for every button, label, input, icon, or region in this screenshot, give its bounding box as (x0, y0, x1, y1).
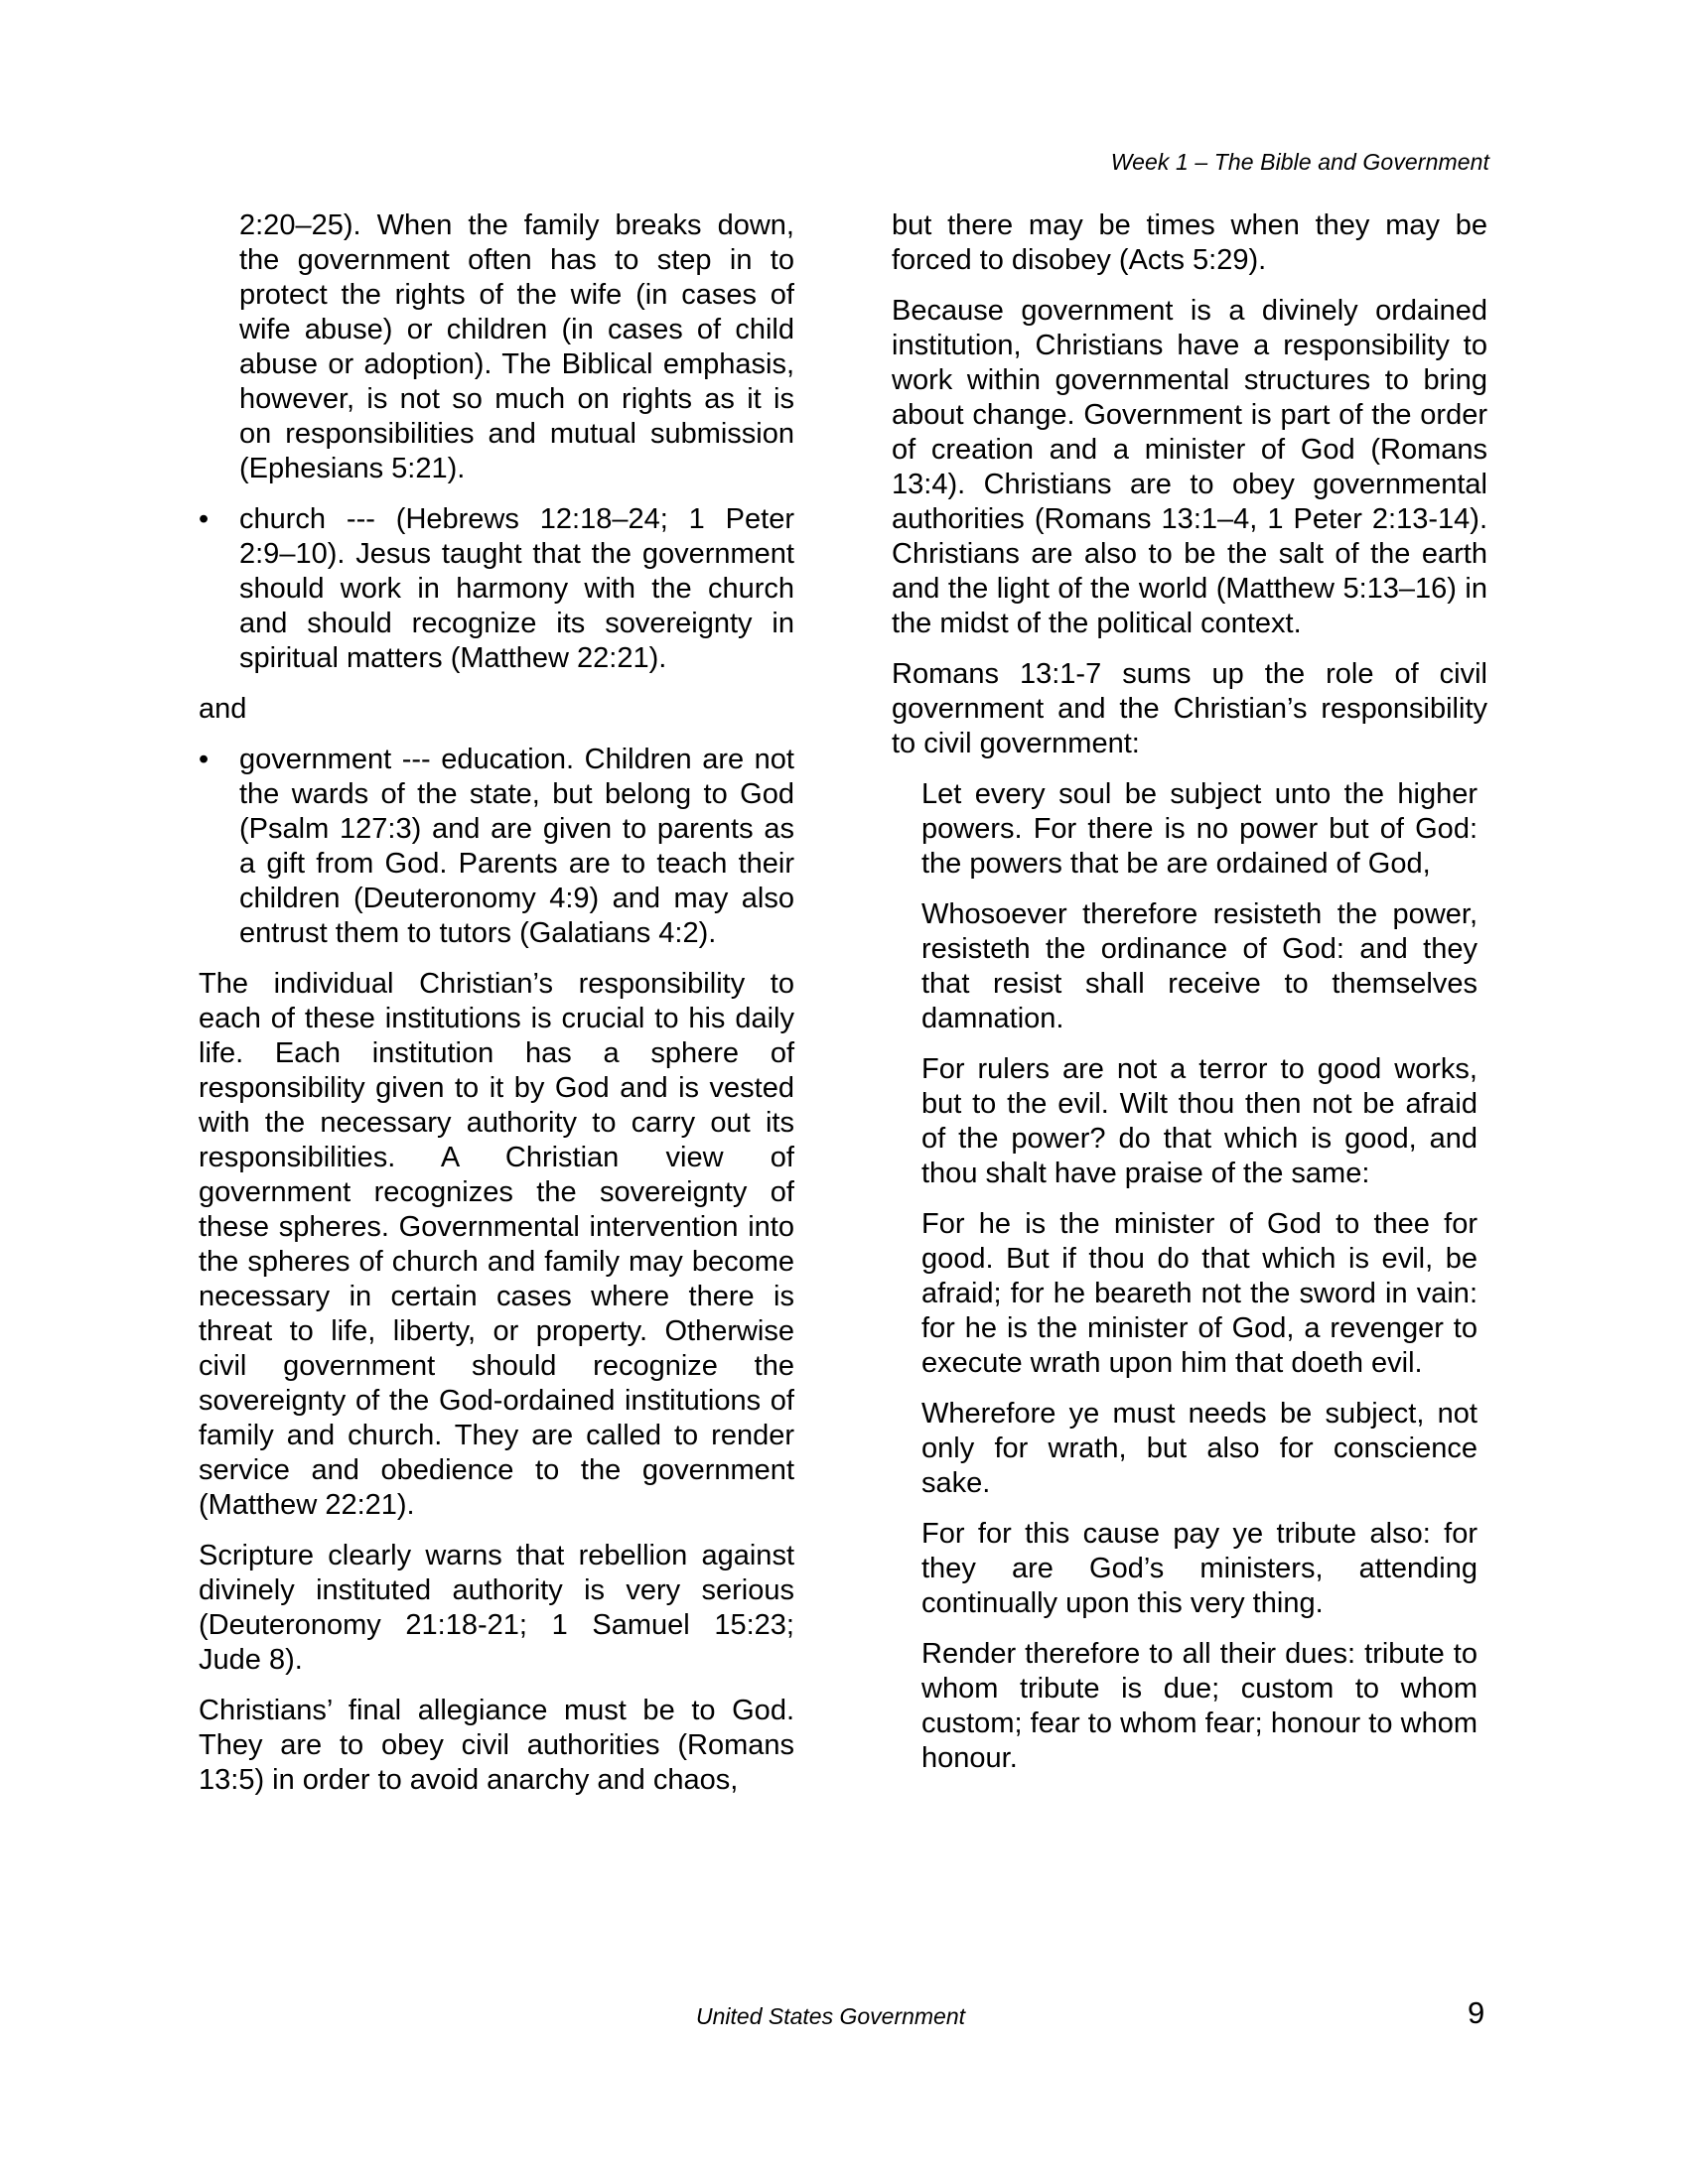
bullet-text: church --- (Hebrews 12:18–24; 1 Peter 2:9–10). Jesus taught that the government should work in harmony with the church and should recognize its sovereignty in spiritual matters (Matthew 22:21). (239, 503, 794, 674)
left-column (199, 208, 794, 1814)
scripture-quote: Wherefore ye must needs be subject, not only for wrath, but also for conscience sake. (921, 1398, 1477, 1499)
scripture-quote: Render therefore to all their dues: tribute to whom tribute is due; custom to whom custom; fear to whom fear; honour to whom honour. (921, 1638, 1477, 1774)
page-number: 9 (1468, 1995, 1485, 2030)
scripture-quote: Let every soul be subject unto the higher powers. For there is no power but of God: the powers that be are ordained of God, (921, 778, 1477, 880)
bullet-icon: • (199, 503, 210, 535)
paragraph-rebellion: Scripture clearly warns that rebellion against divinely instituted authority is very serious (Deuteronomy 21:18-21; 1 Samuel 15:23; Jude 8). (199, 1540, 794, 1676)
paragraph-disobey: but there may be times when they may be forced to disobey (Acts 5:29). (892, 209, 1487, 276)
bullet-text: government --- education. Children are not the wards of the state, but belong to God (Psalm 127:3) and are given to parents as a gift from God. Parents are to teach their children (Deuteronomy 4:9) and may also entrust them to tutors (Galatians 4:2). (239, 744, 794, 949)
bullet-icon: • (199, 744, 210, 775)
scripture-quote: For for this cause pay ye tribute also: for they are God’s ministers, attending continually upon this very thing. (921, 1518, 1477, 1619)
connector-text: and (199, 693, 247, 725)
right-column (892, 208, 1487, 1792)
bullet-item-church (199, 502, 794, 676)
paragraph-institutions: The individual Christian’s responsibility to each of these institutions is crucial to his daily life. Each institution has a sphere of responsibility given to it by God and is vested with the necessary authority to carry out its responsibilities. A Christian view of government recognizes the sovereignty of these spheres. Governmental intervention into the spheres of church and family may become necessary in certain cases where there is threat to life, liberty, or property. Otherwise civil government should recognize the sovereignty of the God-ordained institutions of family and church. They are called to render service and obedience to the government (Matthew 22:21). (199, 968, 794, 1521)
running-header: Week 1 – The Bible and Government (1110, 149, 1489, 175)
scripture-quote: For he is the minister of God to thee for good. But if thou do that which is evil, be afraid; for he beareth not the sword in vain: for he is the minister of God, a revenger to execute wrath upon him that doeth evil. (921, 1208, 1477, 1379)
scripture-quote: Whosoever therefore resisteth the power, resisteth the ordinance of God: and they that resist shall receive to themselves damnation. (921, 898, 1477, 1034)
bullet-item-government (199, 743, 794, 951)
paragraph-romans-intro: Romans 13:1-7 sums up the role of civil government and the Christian’s responsibility to civil government: (892, 658, 1487, 759)
footer-book-title: United States Government (696, 2003, 966, 2029)
paragraph-divinely-ordained: Because government is a divinely ordained institution, Christians have a responsibility to work within governmental structures to bring about change. Government is part of the order of creation and a minister of God (Romans 13:4). Christians are to obey governmental authorities (Romans 13:1–4, 1 Peter 2:13-14). Christians are also to be the salt of the earth and the light of the world (Matthew 5:13–16) in the midst of the political context. (892, 295, 1487, 639)
continued-paragraph: 2:20–25). When the family breaks down, the government often has to step in to protect the rights of the wife (in cases of wife abuse) or children (in cases of child abuse or adoption). The Biblical emphasis, however, is not so much on rights as it is on responsibilities and mutual submission (Ephesians 5:21). (239, 209, 794, 484)
paragraph-allegiance: Christians’ final allegiance must be to God. They are to obey civil authorities (Romans 13:5) in order to avoid anarchy and chaos, (199, 1695, 794, 1796)
scripture-quote: For rulers are not a terror to good works, but to the evil. Wilt thou then not be afraid of the power? do that which is good, and thou shalt have praise of the same: (921, 1053, 1477, 1189)
